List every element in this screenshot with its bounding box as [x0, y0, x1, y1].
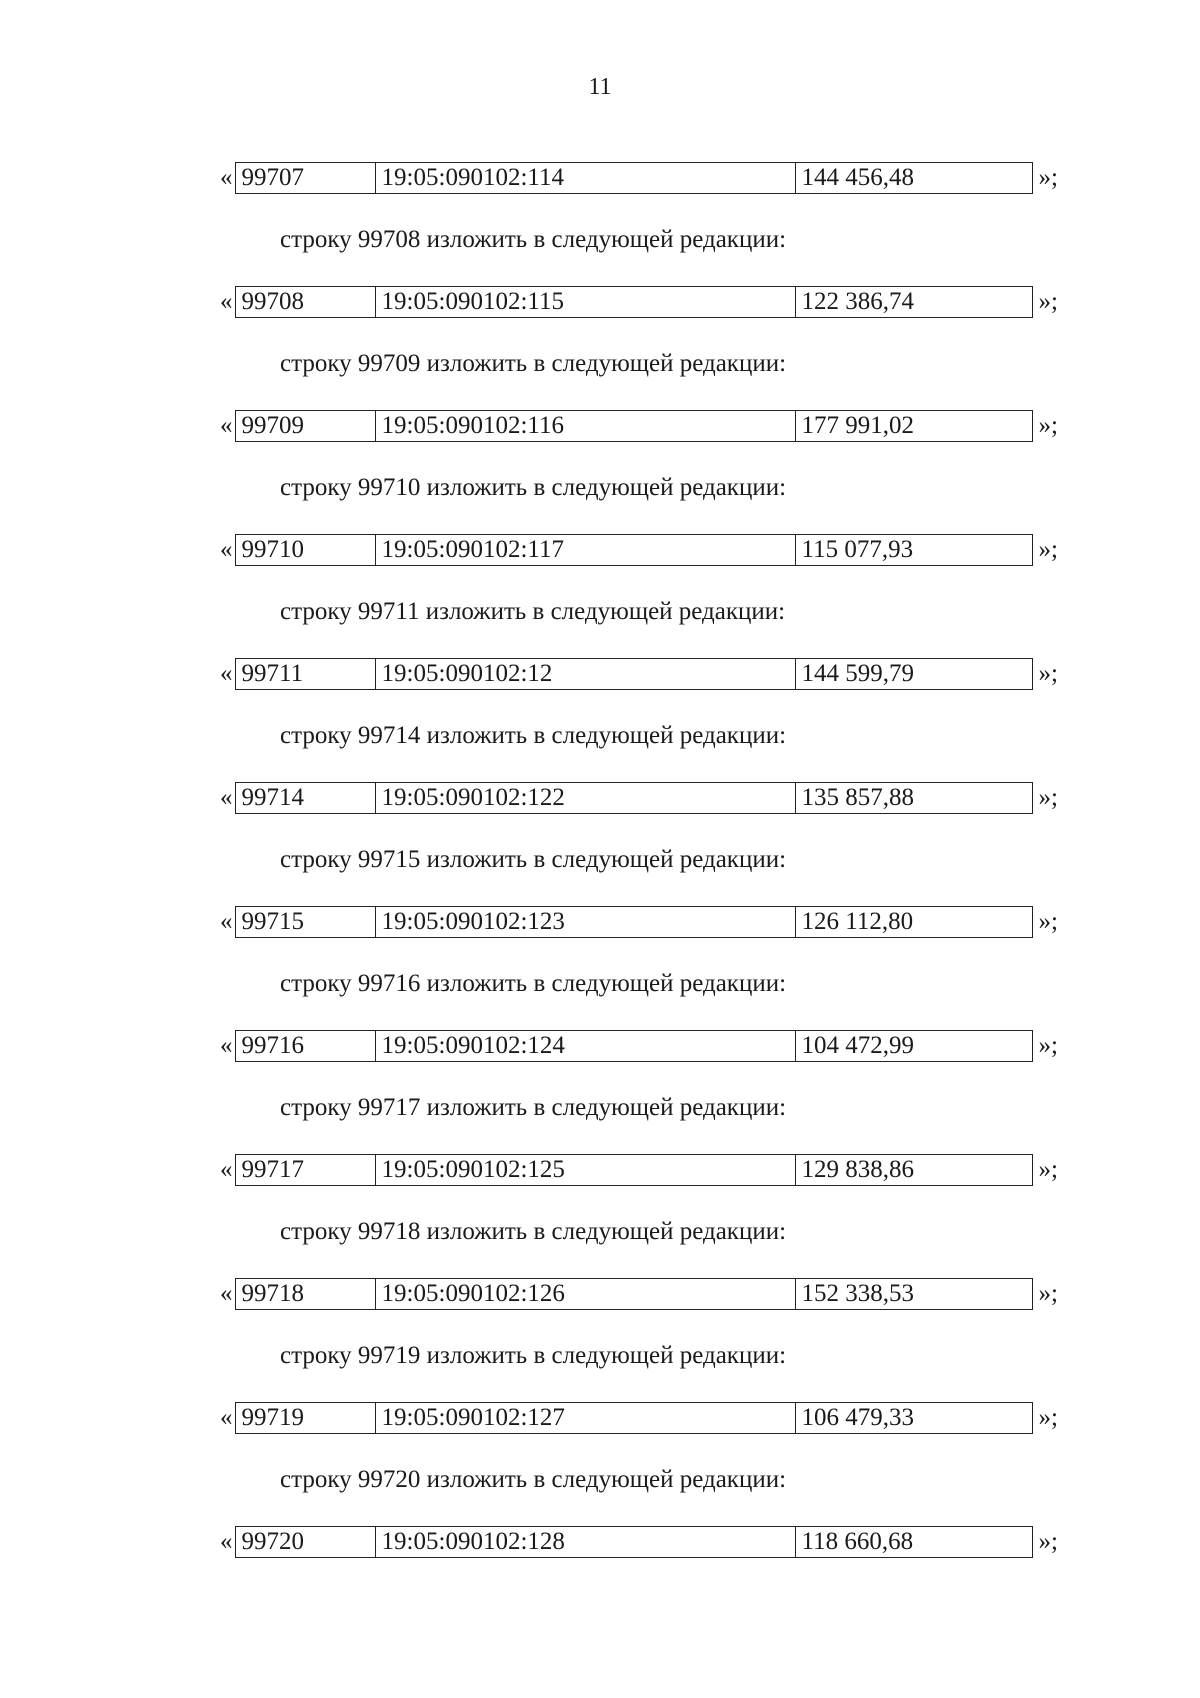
- row-number-cell: 99715: [236, 907, 376, 937]
- opening-quote: «: [220, 660, 233, 687]
- value-cell: 177 991,02: [801, 412, 915, 439]
- instruction-text: строку 99720 изложить в следующей редакции:: [280, 1466, 787, 1493]
- row-table: [235, 658, 1033, 690]
- value-cell: 152 338,53: [801, 1280, 915, 1307]
- opening-quote: «: [220, 1032, 233, 1059]
- table-row: [218, 1276, 1058, 1312]
- cadastral-number-cell: 19:05:090102:117: [376, 535, 796, 565]
- row-table: [235, 162, 1033, 194]
- closing-quote: »;: [1038, 164, 1058, 191]
- row-number-cell: 99719: [236, 1403, 376, 1433]
- value-cell: 115 077,93: [801, 536, 914, 563]
- instruction-text: строку 99715 изложить в следующей редакции:: [280, 846, 787, 873]
- row-number-cell: 99709: [236, 411, 376, 441]
- cadastral-number-cell: 19:05:090102:122: [376, 783, 796, 813]
- row-table: [235, 782, 1033, 814]
- opening-quote: «: [220, 164, 233, 191]
- cadastral-number-cell: 19:05:090102:116: [376, 411, 796, 441]
- table-row: [218, 1400, 1058, 1436]
- row-number-cell: 99714: [236, 783, 376, 813]
- value-cell: 144 599,79: [801, 660, 915, 687]
- table-row: [218, 532, 1058, 568]
- closing-quote: »;: [1038, 1032, 1058, 1059]
- cadastral-number-cell: 19:05:090102:114: [376, 163, 796, 193]
- opening-quote: «: [220, 1280, 233, 1307]
- cadastral-number-cell: 19:05:090102:126: [376, 1279, 796, 1309]
- cadastral-number-cell: 19:05:090102:128: [376, 1527, 796, 1557]
- row-number-cell: 99720: [236, 1527, 376, 1557]
- row-table: [235, 410, 1033, 442]
- row-number-cell: 99718: [236, 1279, 376, 1309]
- value-cell: 126 112,80: [801, 908, 914, 935]
- instruction-text: строку 99717 изложить в следующей редакции:: [280, 1094, 787, 1121]
- row-table: [235, 1030, 1033, 1062]
- page-number: 11: [588, 74, 612, 100]
- value-cell: 122 386,74: [801, 288, 915, 315]
- opening-quote: «: [220, 1528, 233, 1555]
- row-number-cell: 99710: [236, 535, 376, 565]
- cadastral-number-cell: 19:05:090102:115: [376, 287, 796, 317]
- row-table: [235, 906, 1033, 938]
- closing-quote: »;: [1038, 908, 1058, 935]
- table-row: [218, 284, 1058, 320]
- opening-quote: «: [220, 1156, 233, 1183]
- row-number-cell: 99707: [236, 163, 376, 193]
- closing-quote: »;: [1038, 412, 1058, 439]
- row-number-cell: 99711: [236, 659, 376, 689]
- cadastral-number-cell: 19:05:090102:125: [376, 1155, 796, 1185]
- value-cell: 118 660,68: [801, 1528, 914, 1555]
- table-row: [218, 160, 1058, 196]
- cadastral-number-cell: 19:05:090102:127: [376, 1403, 796, 1433]
- cadastral-number-cell: 19:05:090102:123: [376, 907, 796, 937]
- table-row: [218, 656, 1058, 692]
- opening-quote: «: [220, 908, 233, 935]
- closing-quote: »;: [1038, 1156, 1058, 1183]
- closing-quote: »;: [1038, 1280, 1058, 1307]
- value-cell: 129 838,86: [801, 1156, 915, 1183]
- table-row: [218, 1152, 1058, 1188]
- instruction-text: строку 99708 изложить в следующей редакции:: [280, 226, 787, 253]
- row-table: [235, 1278, 1033, 1310]
- value-cell: 106 479,33: [801, 1404, 915, 1431]
- row-table: [235, 286, 1033, 318]
- row-number-cell: 99717: [236, 1155, 376, 1185]
- instruction-text: строку 99709 изложить в следующей редакции:: [280, 350, 787, 377]
- instruction-text: строку 99714 изложить в следующей редакции:: [280, 722, 787, 749]
- row-table: [235, 534, 1033, 566]
- closing-quote: »;: [1038, 536, 1058, 563]
- row-table: [235, 1402, 1033, 1434]
- value-cell: 144 456,48: [801, 164, 915, 191]
- table-row: [218, 780, 1058, 816]
- value-cell: 135 857,88: [801, 784, 915, 811]
- closing-quote: »;: [1038, 784, 1058, 811]
- opening-quote: «: [220, 288, 233, 315]
- document-body: [218, 160, 1058, 1560]
- table-row: [218, 904, 1058, 940]
- opening-quote: «: [220, 1404, 233, 1431]
- row-number-cell: 99708: [236, 287, 376, 317]
- closing-quote: »;: [1038, 1404, 1058, 1431]
- instruction-text: строку 99719 изложить в следующей редакции:: [280, 1342, 787, 1369]
- table-row: [218, 1524, 1058, 1560]
- row-number-cell: 99716: [236, 1031, 376, 1061]
- opening-quote: «: [220, 412, 233, 439]
- instruction-text: строку 99710 изложить в следующей редакции:: [280, 474, 787, 501]
- instruction-text: строку 99711 изложить в следующей редакции:: [280, 598, 786, 625]
- value-cell: 104 472,99: [801, 1032, 915, 1059]
- closing-quote: »;: [1038, 288, 1058, 315]
- cadastral-number-cell: 19:05:090102:124: [376, 1031, 796, 1061]
- row-table: [235, 1154, 1033, 1186]
- closing-quote: »;: [1038, 1528, 1058, 1555]
- table-row: [218, 408, 1058, 444]
- instruction-text: строку 99716 изложить в следующей редакции:: [280, 970, 787, 997]
- cadastral-number-cell: 19:05:090102:12: [376, 659, 796, 689]
- closing-quote: »;: [1038, 660, 1058, 687]
- entry-list: [218, 160, 1058, 1560]
- instruction-text: строку 99718 изложить в следующей редакции:: [280, 1218, 787, 1245]
- opening-quote: «: [220, 784, 233, 811]
- opening-quote: «: [220, 536, 233, 563]
- table-row: [218, 1028, 1058, 1064]
- row-table: [235, 1526, 1033, 1558]
